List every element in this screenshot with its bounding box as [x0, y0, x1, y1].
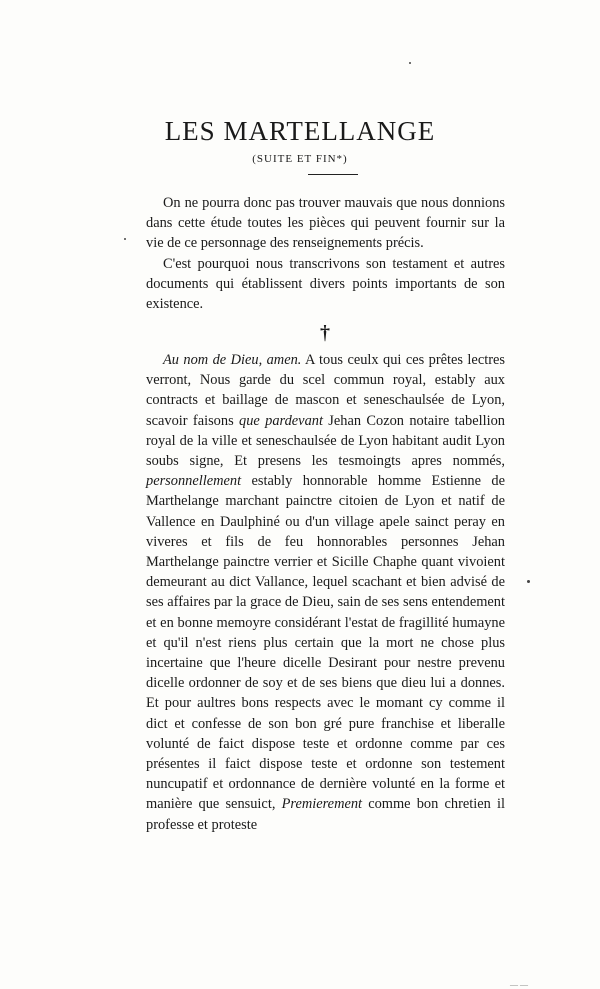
print-speck [409, 62, 411, 64]
intro-paragraph-1: On ne pourra donc pas trouver mauvais que nous donnions dans cette étude toutes les pièces qui peuvent fournir sur la vie de ce personnage des renseignements précis. [146, 195, 505, 252]
title-rule [308, 174, 358, 175]
testament-segment-2: Jehan Cozon notaire tabellion royal de la ville et seneschaulsée de Lyon habitant audit Lyon soubs signe, Et presens les tesmoingts apres nommés, [146, 412, 505, 470]
print-speck [124, 238, 126, 240]
article-subtitle: (SUITE ET FIN*) [252, 153, 348, 165]
print-speck [527, 580, 530, 583]
intro-paragraph-2: C'est pourquoi nous transcrivons son testament et autres documents qui établissent divers points importants de son existence. [146, 255, 505, 313]
testament-segment-1: A tous ceulx qui ces prêtes lectres verront, Nous garde du scel commun royal, estably aux contracts et baillage de mascon et seneschaulsée de Lyon, scavoir faisons [146, 352, 505, 429]
testament-paragraph [146, 350, 505, 835]
intro-text [146, 193, 505, 314]
testament-italic-3: Premierement [281, 796, 363, 813]
testament-segment-3: estably honnorable homme Estienne de Marthelange marchant painctre citoien de Lyon et natif de Vallence en Daulphiné ou d'un village apele sainct peray en viveres et fils de feu honnorables personnes Jehan Marthelange painctre verrier et Sicille Chaphe quant vivoient demeurant au dict Vallance, lequel scachant et bien advisé de ses affaires par la grace de Dieu, sain de ses sens entendement et en bonne memoyre considérant l'estat de fragillité humayne et qu'il n'est riens plus certain que la mort ne chose plus incertaine que l'heure dicelle Desirant pour nestre prevenu dicelle ordonner de soy et de ses biens que dieu lui a donnes. Et pour aultres bons respects avec le momant cy comme il dict et confesse de son bon gré pure franchise et liberalle volunté de faict dispose teste et ordonne comme par ces présentes il faict dispose teste et ordonne son testement nuncupatif et ordonnance de dernière volunté en la forme et manière que sensuict, [146, 473, 505, 813]
testament-opening: Au nom de Dieu, amen. [163, 352, 302, 368]
bottom-margin-marks: — — [510, 980, 528, 989]
cross-icon: † [320, 322, 330, 344]
testament-italic-1: que pardevant [239, 412, 323, 429]
article-title: LES MARTELLANGE [164, 116, 436, 146]
testament-segment-4: comme bon chretien il professe et proteste [146, 796, 506, 833]
testament-text [146, 350, 505, 835]
testament-italic-2: personnellement [146, 473, 242, 490]
